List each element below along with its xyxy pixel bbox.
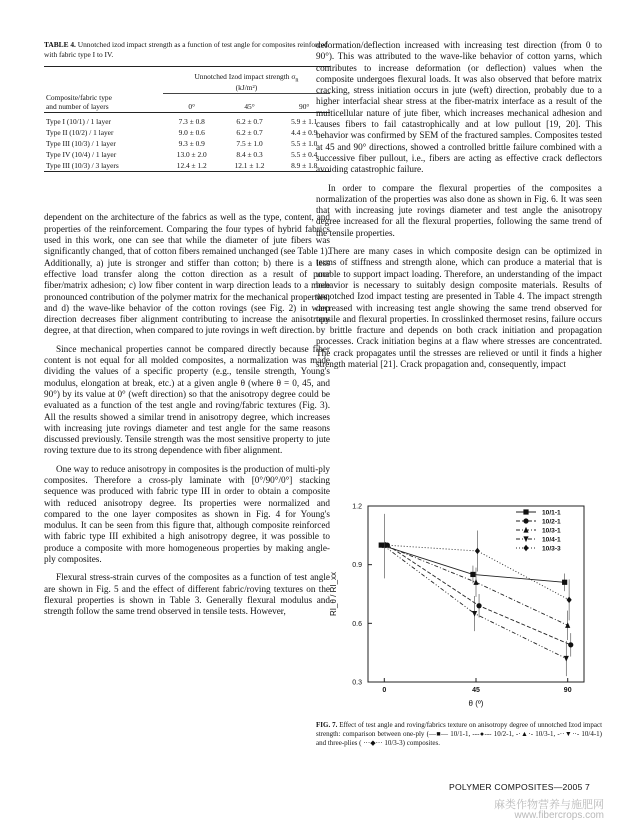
body-paragraph: Flexural stress-strain curves of the composites as a function of test angle are shown in Fig. 5 and the effect of different fabric/roving textures on the flexural properties is shown in Table 3. Generally flexural modulus and strength follow the same trend observed in tensile tests. However, bbox=[44, 572, 330, 617]
impact-strength-table bbox=[44, 66, 330, 172]
series-point bbox=[470, 572, 475, 577]
table-caption-label: TABLE 4. bbox=[44, 40, 76, 49]
figure-caption-text: Effect of test angle and roving/fabrics texture on anisotropy degree of unnotched Izod impact strength: comparison between one-ply (—■— 10/1-1, ---●--- 10/2-1, -·▲·- 10/3-1, -··▼··- 10/4-1) and three-plies ( ···◆··· 10/3-3) composites. bbox=[316, 721, 603, 748]
table-row bbox=[44, 149, 330, 160]
series-point bbox=[562, 580, 567, 585]
row-label: Type III (10/3) / 3 layers bbox=[46, 161, 119, 171]
legend-label: 10/3-3 bbox=[542, 545, 561, 553]
col-angle-90: 90° bbox=[299, 102, 310, 112]
y-tick-label: 0.3 bbox=[352, 679, 362, 687]
row-label: Type III (10/3) / 1 layer bbox=[46, 139, 116, 149]
legend-marker bbox=[523, 545, 528, 551]
cell: 7.5 ± 1.0 bbox=[236, 139, 263, 149]
x-tick-label: 90 bbox=[563, 687, 572, 694]
series-point bbox=[564, 656, 569, 662]
cell: 7.3 ± 0.8 bbox=[178, 117, 205, 127]
table-row bbox=[44, 160, 330, 172]
cell: 5.5 ± 1.0 bbox=[291, 139, 318, 149]
legend-marker bbox=[523, 518, 528, 523]
cell: 9.0 ± 0.6 bbox=[178, 128, 205, 138]
figure-caption bbox=[316, 721, 602, 749]
series-point bbox=[475, 548, 480, 554]
body-paragraph: There are many cases in which composite design can be optimized in terms of stiffness and strength alone, which can produce a material that is unable to support impact loading. Therefore, an understanding of the impact behavior is necessary to suitably design composite materials. Results of unnotched Izod impact testing are presented in Table 4. The impact strength decreased with increasing test angle showing the same trend observed for tensile and flexural properties. In crosslinked thermoset resins, failure occurs by brittle fracture and depends on both crack initiation and propagation processes. Crack initiation begins at a flaw where stresses are concentrated. The crack propagates until the stresses are relieved or until it finds a higher strength material [21]. Crack propagation and, consequently, impact bbox=[316, 246, 602, 370]
figure-7 bbox=[316, 498, 602, 721]
series-point bbox=[568, 642, 573, 647]
body-paragraph: In order to compare the flexural properties of the composites a normalization of the properties was also done as shown in Fig. 6. It was seen that with increasing jute rovings diameter and test angle the anisotropy degree increased for all the flexural properties, following the same trend of the tensile properties. bbox=[316, 182, 602, 238]
legend-label: 10/2-1 bbox=[542, 518, 561, 526]
table-caption bbox=[44, 40, 330, 60]
series-point bbox=[565, 622, 570, 628]
cell: 8.9 ± 1.8 bbox=[291, 161, 318, 171]
y-tick-label: 0.6 bbox=[352, 620, 362, 628]
page-footer: POLYMER COMPOSITES—2005 7 bbox=[449, 782, 590, 792]
figure-caption-label: FIG. 7. bbox=[316, 721, 338, 729]
legend-marker bbox=[523, 536, 528, 542]
row-label: Type IV (10/4) / 1 layer bbox=[46, 150, 117, 160]
header-sub: n bbox=[295, 77, 299, 84]
y-tick-label: 1.2 bbox=[352, 503, 362, 511]
row-header-1: Composite/fabric type bbox=[46, 93, 112, 103]
col-angle-0: 0° bbox=[188, 102, 196, 112]
body-paragraph: deformation/deflection increased with increasing test direction (from 0 to 90°). This was attributed to the wave-like behavior of cotton yarns, which contributes to increase deformation (or deflection) values when the composite undergoes flexural loads. It was also observed that before matrix cracking, stress initiation occurs in jute (weft) direction, probably due to a higher interfacial shear stress at the fiber-matrix interface as a result of the multicellular nature of jute fiber, which increases mechanical adhesion and causes fibers to fail catastrophically and at low pullout [19, 20]. This behavior was confirmed by SEM of the fractured samples. Composites tested at 45 and 90° directions, showed a controlled brittle failure combined with a successive fiber pullout, i.e., fibers are acting as effective crack deflectors avoiding catastrophic failure. bbox=[316, 40, 602, 175]
x-tick-label: 45 bbox=[472, 687, 480, 694]
right-column bbox=[316, 40, 602, 370]
cell: 6.2 ± 0.7 bbox=[236, 117, 263, 127]
cell: 6.2 ± 0.7 bbox=[236, 128, 263, 138]
cell: 5.9 ± 1.1 bbox=[291, 117, 318, 127]
row-header-2: and number of layers bbox=[46, 102, 109, 112]
table-row bbox=[44, 127, 330, 138]
body-paragraph: dependent on the architecture of the fabrics as well as the type, content, and properties of the reinforcement. Comparing the four types of hybrid fabrics used in this work, one can see that while the diameter of jute fibers was significantly changed, that of cotton fibers remained unchanged (see Table 1). Additionally, a) jute is stronger and stiffer than cotton; b) there is a less effective load transfer along the cotton direction as a result of poor fiber/matrix adhesion; c) low fiber content in warp direction leads to a more pronounced contribution of the polymer matrix for the mechanical properties; and d) the wave-like behavior of the cotton rovings (see Fig. 2) in warp direction decreases fiber alignment contributing to increase the anisotropy degree, at that direction, when compared to jute rovings in weft direction. bbox=[44, 212, 330, 336]
cell: 12.4 ± 1.2 bbox=[176, 161, 207, 171]
impact-anisotropy-chart bbox=[316, 498, 602, 716]
series-point bbox=[567, 597, 572, 603]
x-tick-label: 0 bbox=[382, 687, 387, 694]
body-paragraph: One way to reduce anisotropy in composites is the production of multi-ply composites. Therefore a cross-ply laminate with [0°/90°/0°] stacking sequence was produced with fabric type III in order to obtain a composite with reduced anisotropy degree. Its properties were normalized and compared to the one layer composites as shown in Fig. 4 for Young's modulus. It can be seen from this figure that, although composite reinforced with fabric type III exhibited a high anisotropy degree, it was possible to produce a composite with more homogeneous properties by making angle-ply composites. bbox=[44, 463, 330, 565]
cell: 5.5 ± 0.4 bbox=[291, 150, 318, 160]
y-axis-label: RI_θ / RI_xx bbox=[329, 571, 338, 617]
body-paragraph: Since mechanical properties cannot be compared directly because fiber content is not equal for all molded composites, a normalization was made dividing the values of a specific property (e.g., tensile strength, Young's modulus, elongation at break, etc.) at a given angle θ (where θ = 0, 45, and 90°) by its value at 0° (weft direction) so that the anisotropy degree could be evaluated as a function of the test angle and roving/fabric textures (Fig. 3). All the results showed a similar trend in anisotropy degree, which increases with increasing jute rovings diameter and test angle for the same reasons discussed previously. Tensile strength was the most sensitive property to jute roving texture due to its strong dependence with fiber alignment. bbox=[44, 343, 330, 456]
header-group: Unnotched Izod impact strength σ bbox=[194, 72, 296, 81]
watermark-text: 麻类作物营养与施肥网 bbox=[494, 798, 604, 811]
legend-label: 10/4-1 bbox=[542, 536, 561, 544]
header-unit: (kJ/m²) bbox=[235, 83, 258, 93]
cell: 12.1 ± 1.2 bbox=[234, 161, 265, 171]
left-column bbox=[44, 40, 330, 618]
row-label: Type II (10/2) / 1 layer bbox=[46, 128, 114, 138]
cell: 4.4 ± 0.9 bbox=[291, 128, 318, 138]
cell: 9.3 ± 0.9 bbox=[178, 139, 205, 149]
legend-marker bbox=[523, 509, 528, 514]
cell: 8.4 ± 0.3 bbox=[236, 150, 263, 160]
table-row bbox=[44, 116, 330, 127]
table-row bbox=[44, 138, 330, 149]
x-axis-label: θ (º) bbox=[468, 699, 484, 708]
cell: 13.0 ± 2.0 bbox=[176, 150, 207, 160]
table-caption-text: Unnotched izod impact strength as a function of test angle for composites reinforced with fabric type I to IV. bbox=[44, 40, 328, 59]
col-angle-45: 45° bbox=[244, 102, 255, 112]
watermark-url: www.fibercrops.com bbox=[514, 810, 604, 821]
series-point bbox=[476, 603, 481, 608]
legend-label: 10/1-1 bbox=[542, 509, 561, 517]
legend-label: 10/3-1 bbox=[542, 527, 561, 535]
series-point bbox=[472, 611, 477, 617]
series-point bbox=[473, 579, 478, 585]
row-label: Type I (10/1) / 1 layer bbox=[46, 117, 111, 127]
y-tick-label: 0.9 bbox=[352, 562, 362, 570]
